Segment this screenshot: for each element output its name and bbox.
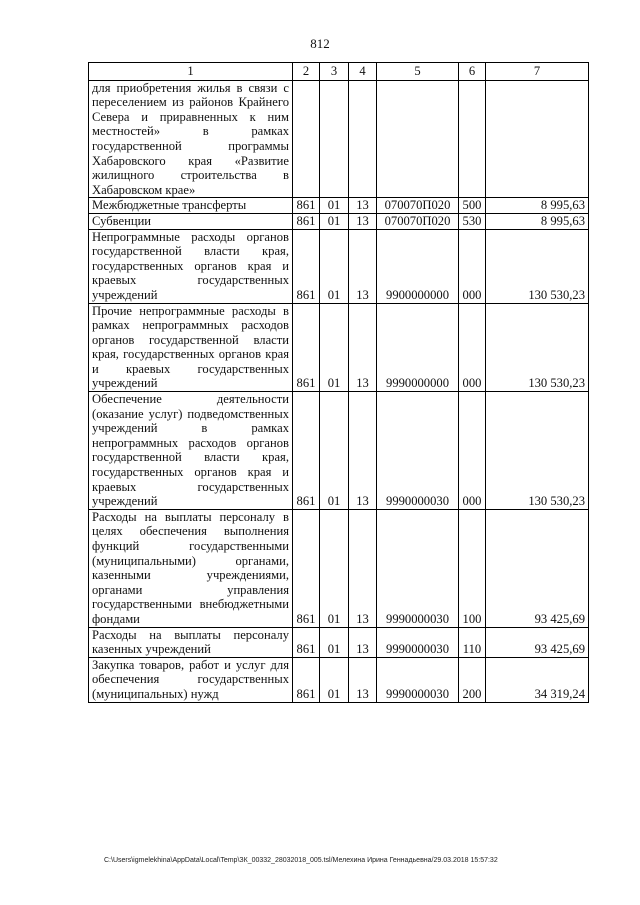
subsection-code: 13 <box>349 509 377 627</box>
section-code <box>320 80 349 198</box>
section-code: 01 <box>320 198 349 214</box>
expense-description: Непрограммные расходы органов государственной власти края, государственных органов края и краевых государственных учреждений <box>89 229 293 303</box>
target-article-code: 9990000030 <box>377 509 459 627</box>
target-article-code: 070070П020 <box>377 213 459 229</box>
section-code: 01 <box>320 303 349 392</box>
column-header: 3 <box>320 63 349 81</box>
section-code: 01 <box>320 213 349 229</box>
ministry-code <box>293 80 320 198</box>
section-code: 01 <box>320 627 349 657</box>
table-row <box>89 198 589 214</box>
expense-description: Прочие непрограммные расходы в рамках непрограммных расходов органов государственной власти края, государственных органов края и краевых государственных учреждений <box>89 303 293 392</box>
ministry-code: 861 <box>293 213 320 229</box>
column-header: 1 <box>89 63 293 81</box>
expense-description: Межбюджетные трансферты <box>89 198 293 214</box>
expense-description: Субвенции <box>89 213 293 229</box>
table-row <box>89 303 589 392</box>
expense-type-code: 500 <box>459 198 486 214</box>
amount: 130 530,23 <box>486 392 589 510</box>
amount: 8 995,63 <box>486 198 589 214</box>
target-article-code: 9990000030 <box>377 657 459 702</box>
subsection-code: 13 <box>349 303 377 392</box>
target-article-code: 9990000030 <box>377 392 459 510</box>
table-row <box>89 657 589 702</box>
target-article-code: 9900000000 <box>377 229 459 303</box>
expense-type-code <box>459 80 486 198</box>
expense-type-code: 000 <box>459 229 486 303</box>
amount <box>486 80 589 198</box>
column-header: 6 <box>459 63 486 81</box>
subsection-code: 13 <box>349 392 377 510</box>
expense-description: Закупка товаров, работ и услуг для обеспечения государственных (муниципальных) нужд <box>89 657 293 702</box>
amount: 34 319,24 <box>486 657 589 702</box>
ministry-code: 861 <box>293 657 320 702</box>
table-row <box>89 213 589 229</box>
expense-description: Расходы на выплаты персоналу казенных учреждений <box>89 627 293 657</box>
target-article-code: 9990000000 <box>377 303 459 392</box>
section-code: 01 <box>320 229 349 303</box>
ministry-code: 861 <box>293 229 320 303</box>
ministry-code: 861 <box>293 392 320 510</box>
amount: 93 425,69 <box>486 509 589 627</box>
expense-type-code: 110 <box>459 627 486 657</box>
ministry-code: 861 <box>293 303 320 392</box>
amount: 8 995,63 <box>486 213 589 229</box>
column-header: 5 <box>377 63 459 81</box>
expense-type-code: 000 <box>459 303 486 392</box>
expense-description: Расходы на выплаты персоналу в целях обеспечения выполнения функций государственными (муниципальными) органами, казенными учреждениями, органами управления государственными внебюджетными фондами <box>89 509 293 627</box>
target-article-code: 9990000030 <box>377 627 459 657</box>
expense-description: Обеспечение деятельности (оказание услуг) подведомственных учреждений в рамках непрограммных расходов органов государственной власти края, государственных органов края и краевых государственных учреждений <box>89 392 293 510</box>
target-article-code <box>377 80 459 198</box>
table-row <box>89 229 589 303</box>
column-header: 2 <box>293 63 320 81</box>
table-header-row <box>89 63 589 81</box>
page-number: 812 <box>310 36 330 51</box>
budget-table <box>88 62 589 703</box>
column-header: 4 <box>349 63 377 81</box>
ministry-code: 861 <box>293 198 320 214</box>
table-row <box>89 509 589 627</box>
amount: 93 425,69 <box>486 627 589 657</box>
subsection-code: 13 <box>349 229 377 303</box>
subsection-code: 13 <box>349 198 377 214</box>
subsection-code: 13 <box>349 627 377 657</box>
section-code: 01 <box>320 509 349 627</box>
expense-type-code: 100 <box>459 509 486 627</box>
subsection-code: 13 <box>349 657 377 702</box>
expense-type-code: 200 <box>459 657 486 702</box>
column-header: 7 <box>486 63 589 81</box>
section-code: 01 <box>320 392 349 510</box>
expense-description: для приобретения жилья в связи с переселением из районов Крайнего Севера и приравненных к ним местностей» в рамках государственной программы Хабаровского края «Развитие жилищного строительства в Хабаровском крае» <box>89 80 293 198</box>
ministry-code: 861 <box>293 627 320 657</box>
expense-type-code: 000 <box>459 392 486 510</box>
section-code: 01 <box>320 657 349 702</box>
subsection-code: 13 <box>349 213 377 229</box>
table-row <box>89 392 589 510</box>
ministry-code: 861 <box>293 509 320 627</box>
subsection-code <box>349 80 377 198</box>
target-article-code: 070070П020 <box>377 198 459 214</box>
amount: 130 530,23 <box>486 229 589 303</box>
amount: 130 530,23 <box>486 303 589 392</box>
table-row <box>89 627 589 657</box>
expense-type-code: 530 <box>459 213 486 229</box>
table-row <box>89 80 589 198</box>
file-path-footer: C:\Users\igmelekhina\AppData\Local\Temp\ЗК_00332_28032018_005.tsl/Мелехина Ирина Геннадьевна/29.03.2018 15:57:32 <box>104 857 498 864</box>
